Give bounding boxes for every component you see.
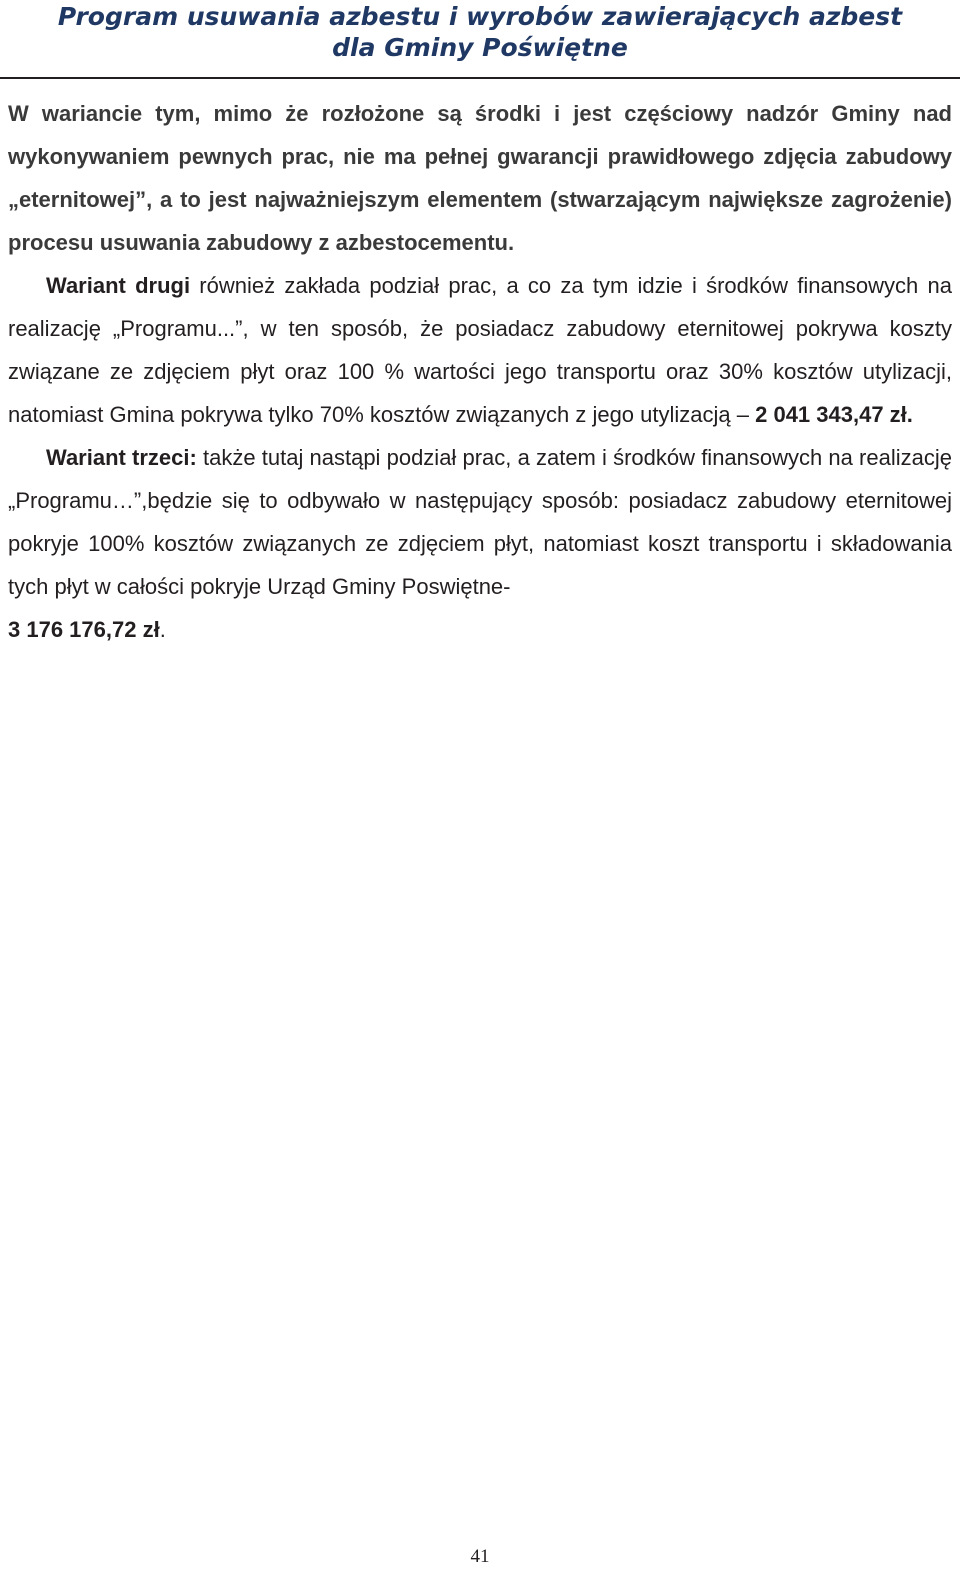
variant-three-body: także tutaj nastąpi podział prac, a zatem i środków finansowych na realizację „Programu…”,będzie się to odbywało w następujący sposób: posiadacz zabudowy eternitowej pokryje 100% kosztów związanych ze zdjęciem płyt, natomiast koszt transportu i składowania tych płyt w całości pokryje Urząd Gminy Poswiętne-	[8, 445, 952, 599]
variant-three-tail: .	[159, 617, 166, 642]
header-divider	[0, 77, 960, 79]
variant-three-lead: Wariant trzeci:	[46, 445, 197, 470]
variant-two-body: również zakłada podział prac, a co za tym idzie i środków finansowych na realizację „Programu...”, w ten sposób, że posiadacz zabudowy eternitowej pokrywa koszty związane ze zdjęciem płyt oraz 100 % wartości jego transportu oraz 30% kosztów utylizacji, natomiast Gmina pokrywa tylko 70% kosztów związanych z jego utylizacją –	[8, 273, 952, 427]
document-header	[0, 0, 960, 63]
paragraph-variant-three	[8, 436, 952, 651]
header-title-line2: dla Gminy Poświętne	[332, 33, 628, 62]
variant-two-lead: Wariant drugi	[46, 273, 191, 298]
header-title-line1: Program usuwania azbestu i wyrobów zawierających azbest	[57, 2, 903, 31]
paragraph-variant-two	[8, 264, 952, 436]
paragraph1-text: W wariancie tym, mimo że rozłożone są środki i jest częściowy nadzór Gminy nad wykonywaniem pewnych prac, nie ma pełnej gwarancji prawidłowego zdjęcia zabudowy „eternitowej”, a to jest najważniejszym elementem (stwarzającym największe zagrożenie) procesu usuwania zabudowy z azbestocementu.	[8, 101, 952, 255]
paragraph-variant-one-summary	[8, 92, 952, 264]
document-body	[8, 92, 952, 651]
page-number: 41	[470, 1546, 490, 1567]
variant-three-amount: 3 176 176,72 zł	[8, 617, 160, 642]
variant-two-amount: 2 041 343,47 zł.	[755, 402, 913, 427]
